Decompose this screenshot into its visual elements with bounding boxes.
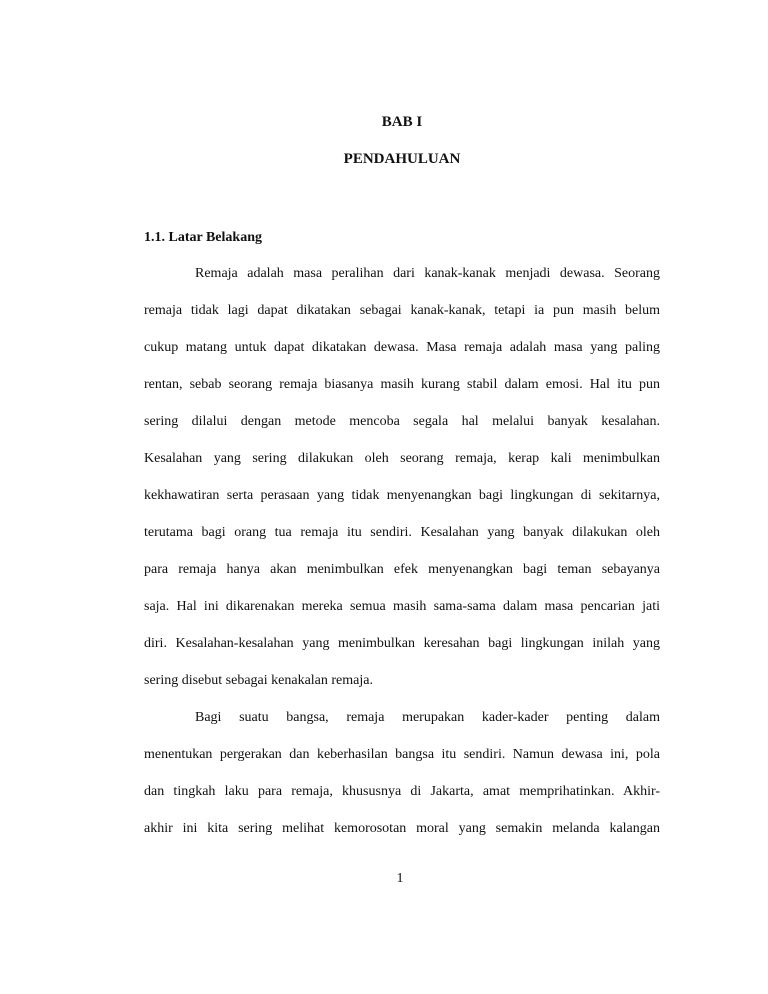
text-line: rentan, sebab seorang remaja biasanya masih kurang stabil dalam emosi. Hal itu pun	[144, 377, 660, 392]
text-line: menentukan pergerakan dan keberhasilan bangsa itu sendiri. Namun dewasa ini, pola	[144, 747, 660, 762]
text-line: diri. Kesalahan-kesalahan yang menimbulkan keresahan bagi lingkungan inilah yang	[144, 636, 660, 651]
text-line: Bagi suatu bangsa, remaja merupakan kader-kader penting dalam	[195, 710, 660, 725]
chapter-title: PENDAHULUAN	[343, 151, 461, 167]
page-number: 1	[396, 871, 404, 886]
text-line: akhir ini kita sering melihat kemorosotan moral yang semakin melanda kalangan	[144, 821, 660, 836]
text-line: Kesalahan yang sering dilakukan oleh seorang remaja, kerap kali menimbulkan	[144, 451, 660, 466]
text-line: para remaja hanya akan menimbulkan efek menyenangkan bagi teman sebayanya	[144, 562, 660, 577]
paragraph	[144, 699, 660, 847]
text-line: kekhawatiran serta perasaan yang tidak menyenangkan bagi lingkungan di sekitarnya,	[144, 488, 660, 503]
text-line: terutama bagi orang tua remaja itu sendiri. Kesalahan yang banyak dilakukan oleh	[144, 525, 660, 540]
text-line: sering disebut sebagai kenakalan remaja.	[144, 673, 373, 688]
text-line: remaja tidak lagi dapat dikatakan sebagai kanak-kanak, tetapi ia pun masih belum	[144, 303, 660, 318]
paragraph	[144, 255, 660, 699]
text-line: saja. Hal ini dikarenakan mereka semua masih sama-sama dalam masa pencarian jati	[144, 599, 660, 614]
text-line: cukup matang untuk dapat dikatakan dewasa. Masa remaja adalah masa yang paling	[144, 340, 660, 355]
text-line: sering dilalui dengan metode mencoba segala hal melalui banyak kesalahan.	[144, 414, 660, 429]
body-text	[144, 255, 660, 847]
section-heading: 1.1. Latar Belakang	[144, 230, 262, 245]
text-line: Remaja adalah masa peralihan dari kanak-kanak menjadi dewasa. Seorang	[195, 266, 660, 281]
chapter-number: BAB I	[381, 114, 423, 130]
text-line: dan tingkah laku para remaja, khususnya di Jakarta, amat memprihatinkan. Akhir-	[144, 784, 660, 799]
